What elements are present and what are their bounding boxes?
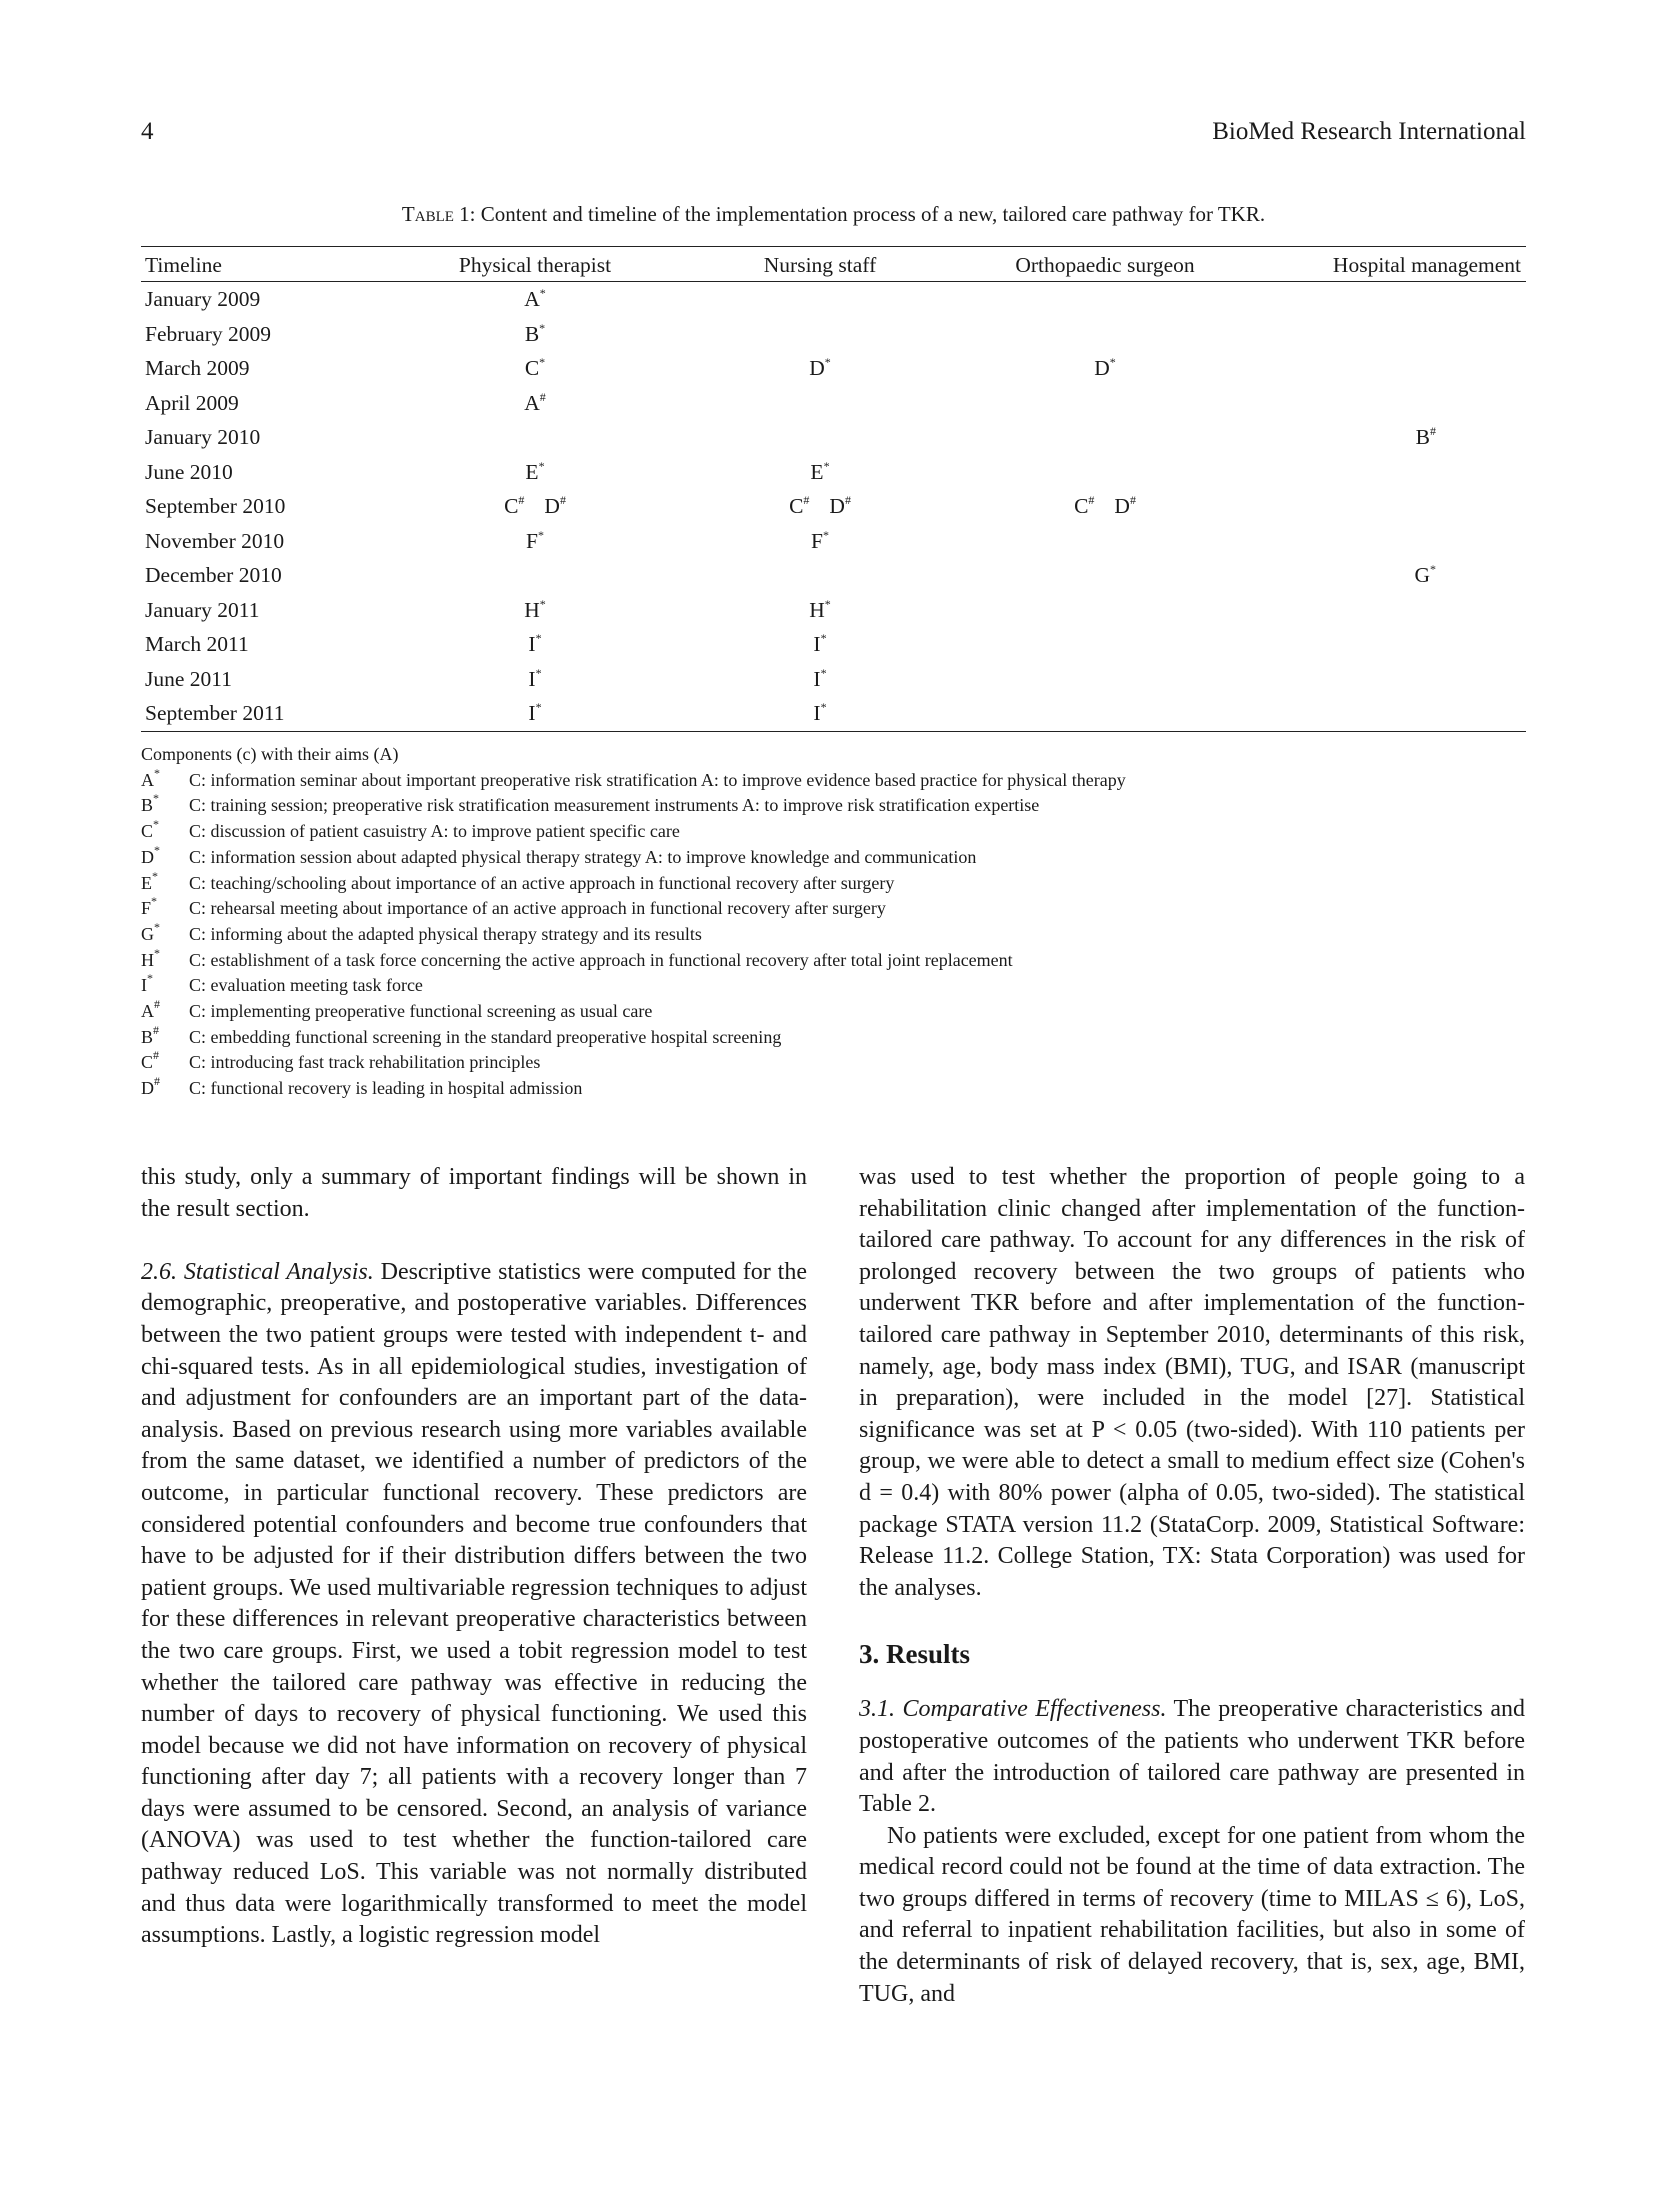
note-code: H*: [141, 945, 160, 970]
component-mark: E*: [525, 458, 545, 484]
column-header-physical-therapist: Physical therapist: [385, 247, 685, 282]
table-row: [141, 455, 1526, 490]
table-cell: [685, 558, 955, 593]
table-cell: [685, 420, 955, 455]
note-item: [141, 945, 1526, 974]
table-header-row: [141, 247, 1526, 282]
note-item: [141, 1050, 1526, 1076]
table-cell: [385, 282, 685, 317]
component-mark: D#: [829, 493, 851, 518]
note-item: [141, 999, 1526, 1025]
table-row: [141, 282, 1526, 317]
table-cell: [385, 662, 685, 697]
note-text: C: training session; preoperative risk stratification measurement instruments A: to improve risk stratification expertise: [189, 795, 1040, 816]
table-cell: [685, 351, 955, 386]
paragraph-statistical-analysis: [141, 1257, 807, 1952]
table-cell: [1255, 455, 1526, 490]
table-row: [141, 351, 1526, 386]
table-cell: [685, 386, 955, 421]
component-mark: D#: [544, 493, 566, 518]
table-cell: [1255, 420, 1526, 455]
component-mark: C#: [504, 493, 525, 518]
table-cell: [955, 524, 1255, 559]
table-cell: [685, 627, 955, 662]
timeline-cell: January 2009: [145, 287, 261, 311]
note-text: C: teaching/schooling about importance of an active approach in functional recovery after surgery: [189, 872, 895, 893]
table-cell: [385, 627, 685, 662]
table-row: [141, 524, 1526, 559]
table-cell: [955, 455, 1255, 490]
note-code: D#: [141, 1074, 160, 1099]
note-code: F*: [141, 894, 158, 919]
table-caption: [0, 202, 1667, 227]
subsection-heading: 3.1. Comparative Effectiveness.: [859, 1696, 1167, 1723]
table-row: [141, 420, 1526, 455]
table-cell: [1255, 282, 1526, 317]
table-cell: [1255, 317, 1526, 352]
note-code: D*: [141, 842, 160, 867]
note-code: C*: [141, 817, 160, 842]
column-header-timeline: Timeline: [141, 247, 385, 282]
note-code: B#: [141, 1022, 160, 1047]
component-mark: A#: [524, 389, 546, 415]
component-mark: F*: [526, 527, 544, 553]
table-cell: [385, 386, 685, 421]
table-cell: [1255, 386, 1526, 421]
right-text-column: [859, 1162, 1525, 2010]
timeline-cell: November 2010: [145, 528, 285, 553]
table-cell: [955, 662, 1255, 697]
column-header-orthopaedic-surgeon: Orthopaedic surgeon: [955, 247, 1255, 282]
table-cell: [955, 317, 1255, 352]
timeline-cell: March 2009: [145, 356, 250, 380]
table-cell: [685, 455, 955, 490]
component-mark: B#: [1415, 424, 1436, 449]
table-row: [141, 489, 1526, 524]
table-cell: [385, 593, 685, 628]
note-item: [141, 868, 1526, 897]
notes-heading: Components (c) with their aims (A): [141, 744, 399, 764]
timeline-cell: June 2010: [145, 459, 233, 484]
note-text: C: information seminar about important preoperative risk stratification A: to improve evidence based practice for physical therapy: [189, 769, 1126, 790]
table-cell: [1255, 524, 1526, 559]
note-item: [141, 765, 1526, 794]
note-item: [141, 896, 1526, 922]
paragraph-text: Descriptive statistics were computed for the demographic, preoperative, and postoperative variables. Differences between the two patient groups were tested with independent t- and chi-squared tests. As in all epidemiological studies, investigation of and adjustment for confounders are an important part of the data-analysis. Based on previous research using more variables available from the same dataset, we identified a number of predictors of the outcome, in particular functional recovery. These predictors are considered potential confounders and become true confounders that have to be adjusted for if their distribution differs between the two patient groups. We used multivariable regression techniques to adjust for these differences in relevant preoperative characteristics between the two care groups. First, we used a tobit regression model to test whether the tailored care pathway was effective in reducing the number of days to recovery of physical functioning. We used this model because we did not have information on recovery of physical functioning after day 7; all patients with a recovery longer than 7 days were assumed to be censored. Second, an analysis of variance (ANOVA) was used to test whether the function-tailored care pathway reduced LoS. This variable was not normally distributed and thus data were logarithmically transformed to meet the model assumptions. Lastly, a logistic regression model: [141, 1258, 807, 1949]
table-cell: [385, 317, 685, 352]
table-cell: [385, 524, 685, 559]
journal-title: BioMed Research International: [1212, 118, 1526, 145]
table-cell: [685, 489, 955, 524]
page-number: 4: [141, 118, 154, 145]
component-mark: B*: [524, 320, 546, 346]
table-cell: [955, 558, 1255, 593]
timeline-cell: April 2009: [145, 390, 239, 415]
component-mark: I*: [528, 700, 542, 725]
note-item: [141, 842, 1526, 871]
component-mark: H*: [524, 596, 546, 622]
table-cell: [385, 558, 685, 593]
note-text: C: implementing preoperative functional screening as usual care: [189, 1001, 653, 1022]
table-cell: [955, 386, 1255, 421]
timeline-cell: February 2009: [145, 321, 271, 346]
table-cell: [1255, 627, 1526, 662]
column-header-nursing-staff: Nursing staff: [685, 247, 955, 282]
note-item: [141, 1076, 1526, 1102]
note-code: A#: [141, 997, 160, 1022]
timeline-cell: September 2011: [141, 696, 385, 731]
note-text: C: rehearsal meeting about importance of an active approach in functional recovery after surgery: [189, 898, 886, 919]
table-cell: [385, 351, 685, 386]
table-cell: [685, 696, 955, 731]
table-row: [141, 696, 1526, 731]
table-row: [141, 386, 1526, 421]
table-cell: [955, 696, 1255, 731]
table-cell: [955, 489, 1255, 524]
timeline-cell: September 2010: [145, 494, 286, 518]
component-mark: I*: [813, 700, 827, 725]
note-item: [141, 793, 1526, 819]
note-text: C: discussion of patient casuistry A: to improve patient specific care: [189, 821, 680, 842]
paragraph-text: The preoperative characteristics and postoperative outcomes of the patients who underwent TKR before and after the introduction of tailored care pathway are presented in Table 2.: [859, 1696, 1525, 1818]
note-item: [141, 1022, 1526, 1051]
component-mark: H*: [809, 596, 831, 622]
table-cell: [385, 420, 685, 455]
table-row: [141, 627, 1526, 662]
component-mark: I*: [813, 665, 827, 691]
table-cell: [955, 627, 1255, 662]
note-item: [141, 919, 1526, 948]
table-cell: [685, 524, 955, 559]
component-mark: C*: [524, 355, 546, 380]
table-row: [141, 317, 1526, 352]
table-row: [141, 558, 1526, 593]
component-mark: D#: [1114, 493, 1136, 518]
table-caption-label: Table 1:: [401, 202, 476, 226]
component-mark: I*: [528, 665, 542, 691]
timeline-cell: June 2011: [145, 666, 232, 691]
timeline-table: [141, 246, 1526, 732]
component-mark: A*: [524, 286, 546, 311]
component-mark: C#: [1074, 493, 1095, 518]
note-item: [141, 819, 1526, 845]
note-text: C: establishment of a task force concerning the active approach in functional recovery after total joint replacement: [189, 949, 1013, 970]
note-text: C: information session about adapted physical therapy strategy A: to improve knowledge and communication: [189, 846, 977, 867]
note-code: I*: [141, 971, 153, 996]
table-cell: [1255, 489, 1526, 524]
note-text: C: embedding functional screening in the standard preoperative hospital screening: [189, 1026, 782, 1047]
component-mark: C#: [789, 493, 810, 518]
table-cell: [1255, 351, 1526, 386]
table-cell: [955, 282, 1255, 317]
table-cell: [685, 317, 955, 352]
table-notes: [141, 742, 1526, 1102]
timeline-cell: March 2011: [145, 632, 249, 656]
table-cell: [1255, 593, 1526, 628]
note-text: C: introducing fast track rehabilitation principles: [189, 1052, 541, 1073]
table-cell: [1255, 662, 1526, 697]
note-text: C: informing about the adapted physical therapy strategy and its results: [189, 923, 702, 944]
note-code: A*: [141, 765, 160, 790]
table-cell: [385, 489, 685, 524]
timeline-cell: December 2010: [145, 563, 282, 587]
table-cell: [385, 696, 685, 731]
note-code: G*: [141, 919, 160, 944]
table-cell: [685, 662, 955, 697]
component-mark: D*: [1094, 355, 1116, 380]
subsection-heading: 2.6. Statistical Analysis.: [141, 1258, 374, 1285]
table-row: [141, 593, 1526, 628]
table-row: [141, 662, 1526, 697]
component-mark: I*: [813, 631, 827, 656]
table-cell: [385, 455, 685, 490]
table-caption-text: Content and timeline of the implementation process of a new, tailored care pathway for TKR.: [480, 202, 1266, 226]
column-header-hospital-management: Hospital management: [1255, 247, 1526, 282]
note-code: C#: [141, 1048, 160, 1073]
table-cell: [1255, 696, 1526, 731]
timeline-cell: January 2010: [145, 425, 261, 449]
note-text: C: evaluation meeting task force: [189, 975, 423, 996]
table-cell: [955, 420, 1255, 455]
component-mark: G*: [1414, 562, 1436, 587]
table-cell: [685, 282, 955, 317]
note-code: B*: [141, 791, 160, 816]
note-item: [141, 973, 1526, 999]
component-mark: E*: [810, 458, 830, 484]
left-text-column: [141, 1162, 807, 1952]
paragraph: No patients were excluded, except for one patient from whom the medical record could not be found at the time of data extraction. The two groups differed in terms of recovery (time to MILAS ≤ 6), LoS, and referral to inpatient rehabilitation facilities, but also in some of the determinants of risk of delayed recovery, that is, sex, age, BMI, TUG, and: [859, 1822, 1525, 2007]
paragraph: this study, only a summary of important findings will be shown in the result section.: [141, 1164, 807, 1222]
paragraph-comparative-effectiveness: [859, 1694, 1525, 1820]
section-heading-results: 3. Results: [859, 1639, 971, 1670]
timeline-cell: January 2011: [145, 597, 260, 622]
paragraph: was used to test whether the proportion of people going to a rehabilitation clinic changed after implementation of the function-tailored care pathway. To account for any differences in the risk of prolonged recovery between the two groups of patients who underwent TKR before and after implementation of the function-tailored care pathway in September 2010, determinants of this risk, namely, age, body mass index (BMI), TUG, and ISAR (manuscript in preparation), were included in the model [27]. Statistical significance was set at P < 0.05 (two-sided). With 110 patients per group, we were able to detect a small to medium effect size (Cohen's d = 0.4) with 80% power (alpha of 0.05, two-sided). The statistical package STATA version 11.2 (StataCorp. 2009, Statistical Software: Release 11.2. College Station, TX: Stata Corporation) was used for the analyses.: [859, 1164, 1525, 1601]
table-cell: [955, 593, 1255, 628]
note-text: C: functional recovery is leading in hospital admission: [189, 1078, 583, 1099]
table-cell: [685, 593, 955, 628]
table-cell: [1255, 558, 1526, 593]
component-mark: F*: [811, 527, 829, 553]
table-cell: [955, 351, 1255, 386]
component-mark: I*: [528, 631, 542, 656]
note-code: E*: [141, 868, 158, 893]
component-mark: D*: [809, 355, 831, 380]
